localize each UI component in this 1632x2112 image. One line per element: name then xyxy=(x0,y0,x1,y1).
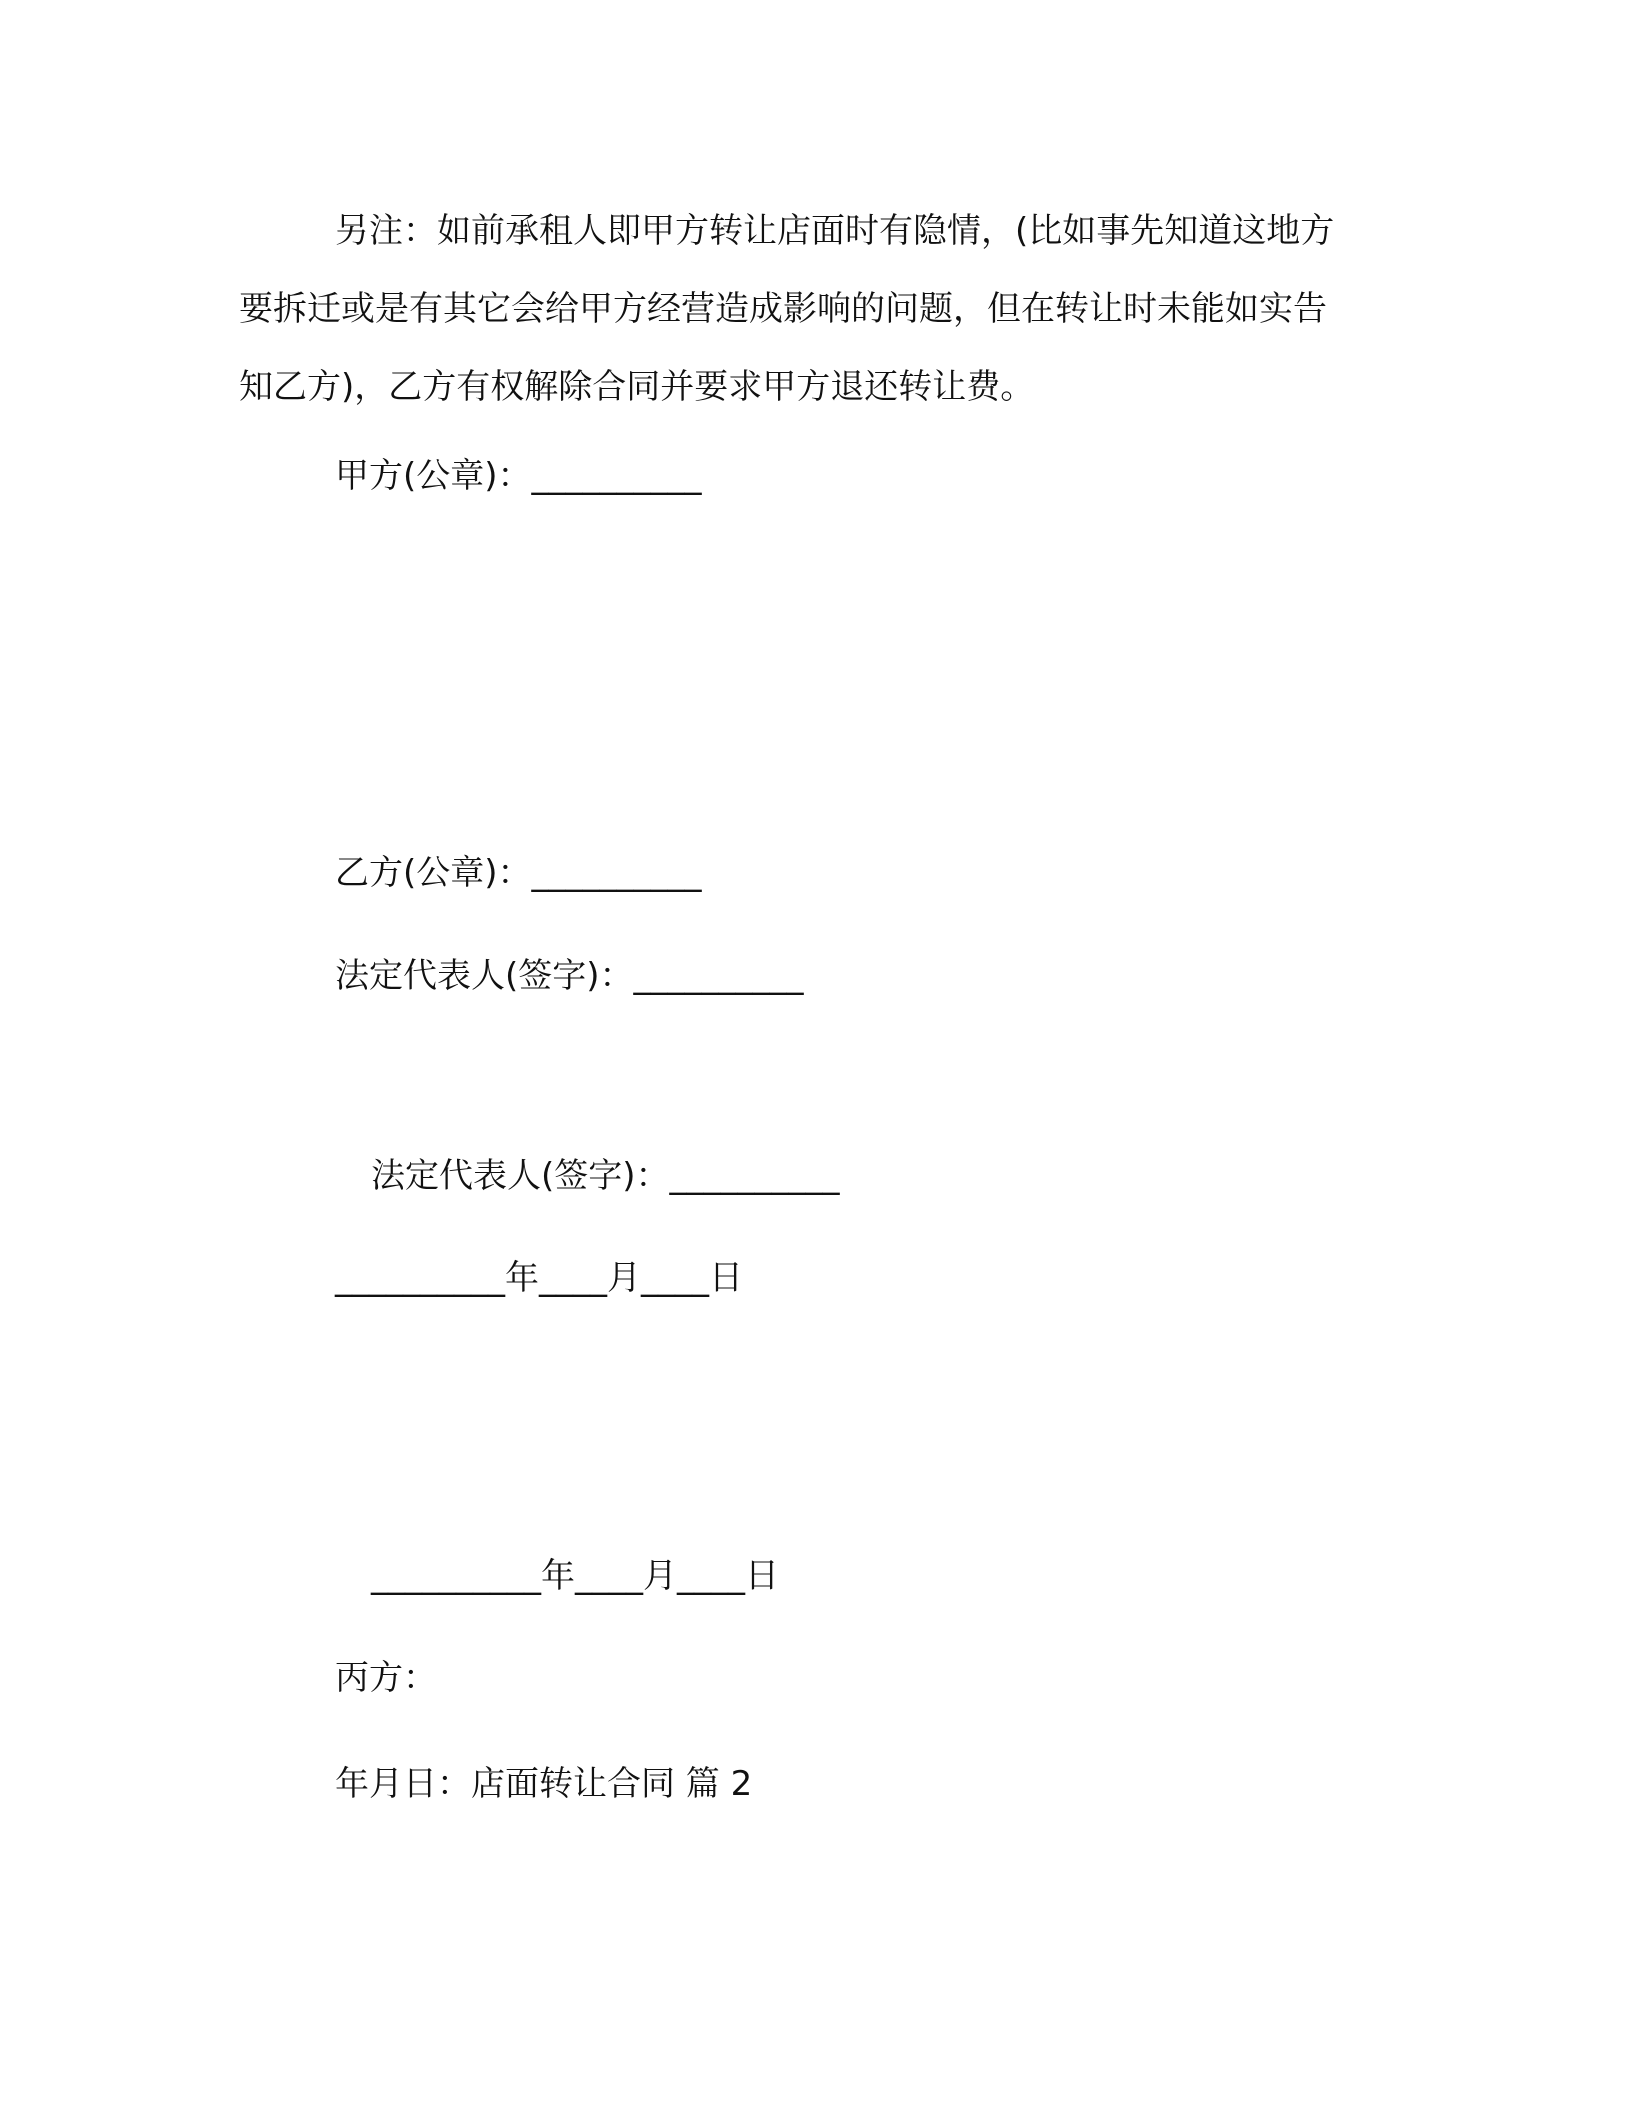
party-a-seal-line: 甲方(公章)：__________ xyxy=(335,456,702,496)
date-and-section-heading: 年月日：店面转让合同 篇 2 xyxy=(335,1764,753,1804)
date-line: __________年____月____日 xyxy=(335,1258,743,1298)
note-paragraph: 另注：如前承租人即甲方转让店面时有隐情，(比如事先知道这地方要拆迁或是有其它会给甲方经营造成影响的问题，但在转让时未能如实告知乙方)，乙方有权解除合同并要求甲方退还转让费。 xyxy=(239,211,1335,407)
legal-representative-signature-line: 法定代表人(签字)：__________ xyxy=(335,956,804,996)
date-line-2: __________年____月____日 xyxy=(371,1556,779,1596)
legal-representative-signature-line-2: 法定代表人(签字)：__________ xyxy=(371,1156,840,1196)
party-c-line: 丙方： xyxy=(335,1658,437,1698)
party-b-seal-line: 乙方(公章)：__________ xyxy=(335,853,702,893)
